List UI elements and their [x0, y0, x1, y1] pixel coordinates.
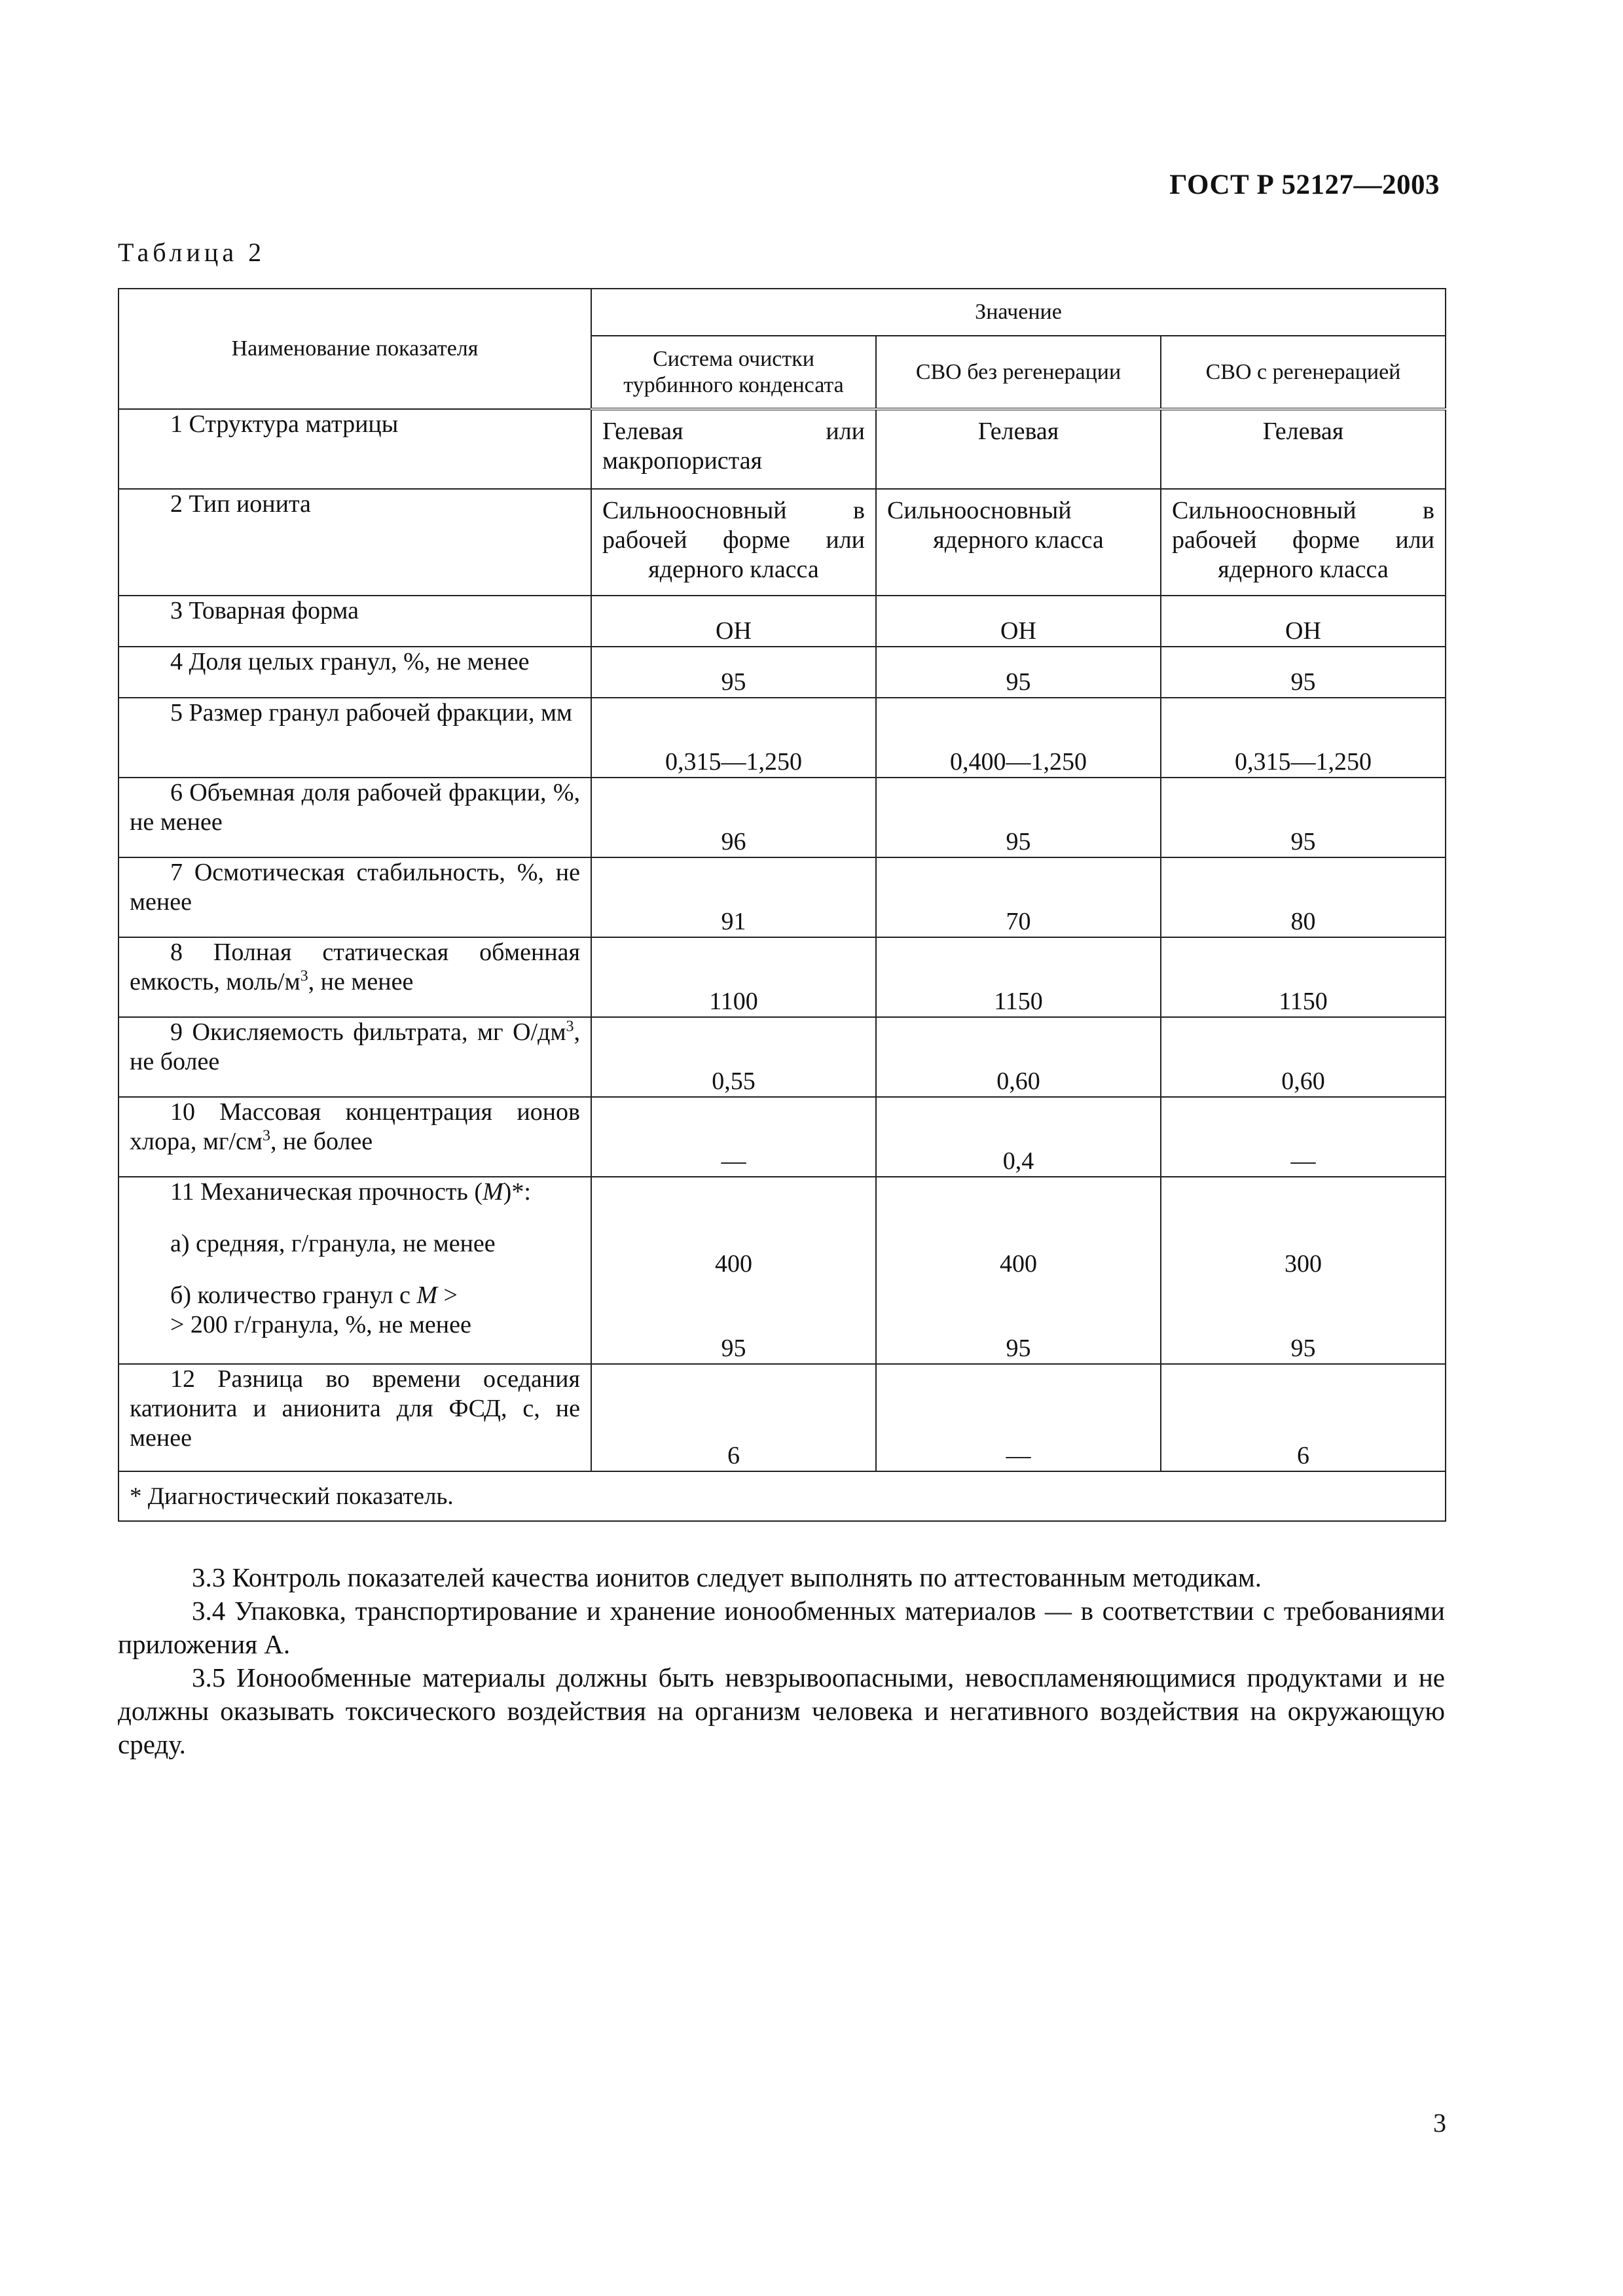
- cell-value: Сильноосновный ядерного класса: [876, 489, 1161, 596]
- document-id: ГОСТ Р 52127—2003: [1169, 170, 1440, 200]
- cell-value: —: [591, 1097, 876, 1177]
- cell-value: 6: [591, 1364, 876, 1471]
- cell-value: 1100: [591, 937, 876, 1017]
- cell-value: 6: [1161, 1364, 1446, 1471]
- body-text: [118, 1561, 1445, 1761]
- cell-value: 0,315—1,250: [1161, 698, 1446, 778]
- cell-value: Сильноосновный в рабочей форме или ядерного класса: [591, 489, 876, 596]
- cell-value: 0,55: [591, 1017, 876, 1097]
- table-caption: Таблица 2: [118, 238, 266, 267]
- table-row: [119, 937, 1446, 1017]
- row-name: 3 Товарная форма: [119, 596, 591, 647]
- row-name: 1 Структура матрицы: [119, 409, 591, 489]
- cell-value: 70: [876, 857, 1161, 937]
- cell-value: 95: [1161, 647, 1446, 698]
- row-name: 12 Разница во времени оседания катионита и анионита для ФСД, с, не менее: [119, 1364, 591, 1471]
- table-row: [119, 647, 1446, 698]
- table-row: [119, 1097, 1446, 1177]
- cell-value: Сильноосновный в рабочей форме или ядерного класса: [1161, 489, 1446, 596]
- cell-value: 95: [876, 647, 1161, 698]
- table-footnote-row: [119, 1471, 1446, 1521]
- row-name: 10 Массовая концентрация ионов хлора, $мг/см^3$, не более: [119, 1097, 591, 1177]
- group-header-value: Значение: [591, 289, 1446, 336]
- indicators-table: [118, 288, 1446, 1522]
- cell-value: 80: [1161, 857, 1446, 937]
- cell-value: Гелевая или макропористая: [591, 409, 876, 489]
- table-row: [119, 698, 1446, 778]
- table-footnote: * Диагностический показатель.: [119, 1471, 1446, 1521]
- table-row: [119, 778, 1446, 857]
- cell-value: 0,60: [876, 1017, 1161, 1097]
- cell-value: 400 95: [591, 1177, 876, 1364]
- cell-value: OH: [1161, 596, 1446, 647]
- cell-value: 300 95: [1161, 1177, 1446, 1364]
- cell-value: 96: [591, 778, 876, 857]
- cell-value: OH: [591, 596, 876, 647]
- cell-value: —: [876, 1364, 1161, 1471]
- cell-value: —: [1161, 1097, 1446, 1177]
- cell-value: Гелевая: [876, 409, 1161, 489]
- row-name: 7 Осмотическая стабильность, %, не менее: [119, 857, 591, 937]
- row-name: 5 Размер гранул рабочей фракции, мм: [119, 698, 591, 778]
- cell-value: 95: [876, 778, 1161, 857]
- table-row: [119, 1177, 1446, 1364]
- table-row: [119, 409, 1446, 489]
- table-row: [119, 1017, 1446, 1097]
- cell-value: 1150: [1161, 937, 1446, 1017]
- col-header-condensate: Система очистки турбинного конденсата: [591, 336, 876, 409]
- cell-value: 95: [591, 647, 876, 698]
- page-number: 3: [1433, 2108, 1446, 2138]
- row-name: 2 Тип ионита: [119, 489, 591, 596]
- cell-value: 95: [1161, 778, 1446, 857]
- cell-value: OH: [876, 596, 1161, 647]
- table-row: [119, 1364, 1446, 1471]
- row-name: 4 Доля целых гранул, %, не менее: [119, 647, 591, 698]
- paragraph: 3.5 Ионообменные материалы должны быть невзрывоопасными, невоспламеняющимися продуктами и не должны оказывать токсического воздействия на организм человека и негативного воздействия на окружающую среду.: [118, 1662, 1445, 1759]
- cell-value: 400 95: [876, 1177, 1161, 1364]
- cell-value: 0,400—1,250: [876, 698, 1161, 778]
- cell-value: 1150: [876, 937, 1161, 1017]
- col-header-regen: СВО с регенерацией: [1161, 336, 1446, 409]
- cell-value: Гелевая: [1161, 409, 1446, 489]
- paragraph: 3.3 Контроль показателей качества ионитов следует выполнять по аттестованным методикам.: [192, 1562, 1262, 1592]
- col-header-no-regen: СВО без регенерации: [876, 336, 1161, 409]
- table-row: [119, 857, 1446, 937]
- cell-value: 91: [591, 857, 876, 937]
- table-row: [119, 596, 1446, 647]
- col-header-name: Наименование показателя: [119, 289, 591, 409]
- cell-value: 0,60: [1161, 1017, 1446, 1097]
- table-row: [119, 489, 1446, 596]
- row-name: 11 Механическая прочность (M)*: а) средняя, г/гранула, не менее б) количество гранул с M > > 200 г/гранула, %, не менее: [119, 1177, 591, 1364]
- row-name: 6 Объемная доля рабочей фракции, %, не менее: [119, 778, 591, 857]
- cell-value: 0,315—1,250: [591, 698, 876, 778]
- row-name: 9 Окисляемость фильтрата, мг $О/дм^3$, не более: [119, 1017, 591, 1097]
- paragraph: 3.4 Упаковка, транспортирование и хранение ионообменных материалов — в соответствии с требованиями приложения А.: [118, 1596, 1445, 1659]
- cell-value: 0,4: [876, 1097, 1161, 1177]
- row-name: 8 Полная статическая обменная емкость, моль/$м^3$, не менее: [119, 937, 591, 1017]
